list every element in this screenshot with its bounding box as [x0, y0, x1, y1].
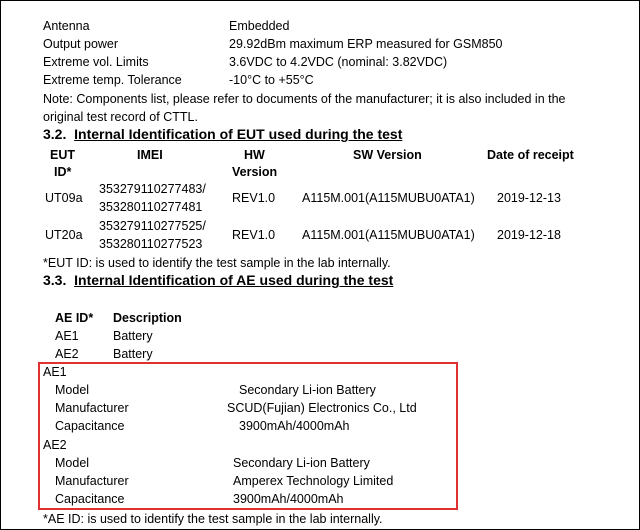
table-cell-sw: A115M.001(A115MUBU0ATA1)	[302, 191, 475, 205]
table-cell-id: AE2	[55, 347, 79, 361]
spec-value: -10°C to +55°C	[229, 73, 314, 87]
ae-detail-value: Secondary Li-ion Battery	[239, 383, 376, 397]
table-cell-imei: 353279110277483/	[99, 182, 206, 196]
ae-detail-label: Model	[55, 456, 90, 470]
table-cell-id: UT20a	[45, 228, 83, 242]
ae-detail-name: AE1	[43, 365, 67, 379]
col-header-hw: HW	[244, 148, 265, 162]
col-header-eut-id: ID*	[54, 165, 72, 179]
spec-label: Output power	[43, 37, 119, 51]
note-line-2: original test record of CTTL.	[43, 110, 198, 124]
table-cell-imei: 353280110277481	[99, 200, 203, 214]
table-cell-imei: 353280110277523	[99, 237, 203, 251]
table-cell-hw: REV1.0	[232, 191, 276, 205]
ae-detail-value: 3900mAh/4000mAh	[233, 492, 344, 506]
ae-detail-value: SCUD(Fujian) Electronics Co., Ltd	[227, 401, 417, 415]
section-title: Internal Identification of EUT used during the test	[74, 126, 403, 142]
col-header-imei: IMEI	[137, 148, 163, 162]
spec-value: 29.92dBm maximum ERP measured for GSM850	[229, 37, 503, 51]
table-cell-date: 2019-12-18	[497, 228, 561, 242]
table-cell-sw: A115M.001(A115MUBU0ATA1)	[302, 228, 475, 242]
table-cell-id: AE1	[55, 329, 79, 343]
ae-detail-name: AE2	[43, 438, 67, 452]
spec-label: Extreme temp. Tolerance	[43, 73, 182, 87]
table-cell-date: 2019-12-13	[497, 191, 561, 205]
ae-detail-label: Model	[55, 383, 90, 397]
ae-detail-label: Manufacturer	[55, 401, 129, 415]
table-cell-desc: Battery	[113, 347, 153, 361]
col-header-ae-id: AE ID*	[55, 311, 94, 325]
ae-detail-value: Secondary Li-ion Battery	[233, 456, 370, 470]
table-cell-desc: Battery	[113, 329, 153, 343]
ae-detail-label: Manufacturer	[55, 474, 129, 488]
ae-detail-value: Amperex Technology Limited	[233, 474, 394, 488]
col-header-date: Date of receipt	[487, 148, 574, 162]
ae-detail-label: Capacitance	[55, 419, 125, 433]
ae-footnote: *AE ID: is used to identify the test sample in the lab internally.	[43, 512, 383, 526]
col-header-sw: SW Version	[353, 148, 422, 162]
col-header-hw-version: Version	[232, 165, 278, 179]
spec-value: Embedded	[229, 19, 290, 33]
table-cell-imei: 353279110277525/	[99, 219, 206, 233]
table-cell-hw: REV1.0	[232, 228, 276, 242]
col-header-eut: EUT	[50, 148, 75, 162]
col-header-description: Description	[113, 311, 182, 325]
ae-detail-value: 3900mAh/4000mAh	[239, 419, 350, 433]
note-line-1: Note: Components list, please refer to documents of the manufacturer; it is also included in the	[43, 92, 566, 106]
section-number: 3.2.	[43, 126, 67, 142]
section-number: 3.3.	[43, 272, 67, 288]
section-ae-heading	[43, 272, 393, 289]
table-cell-id: UT09a	[45, 191, 83, 205]
eut-footnote: *EUT ID: is used to identify the test sample in the lab internally.	[43, 256, 391, 270]
section-title: Internal Identification of AE used during the test	[74, 272, 394, 288]
section-eut-heading	[43, 126, 402, 143]
spec-label: Antenna	[43, 19, 90, 33]
spec-label: Extreme vol. Limits	[43, 55, 149, 69]
ae-detail-label: Capacitance	[55, 492, 125, 506]
spec-value: 3.6VDC to 4.2VDC (nominal: 3.82VDC)	[229, 55, 448, 69]
